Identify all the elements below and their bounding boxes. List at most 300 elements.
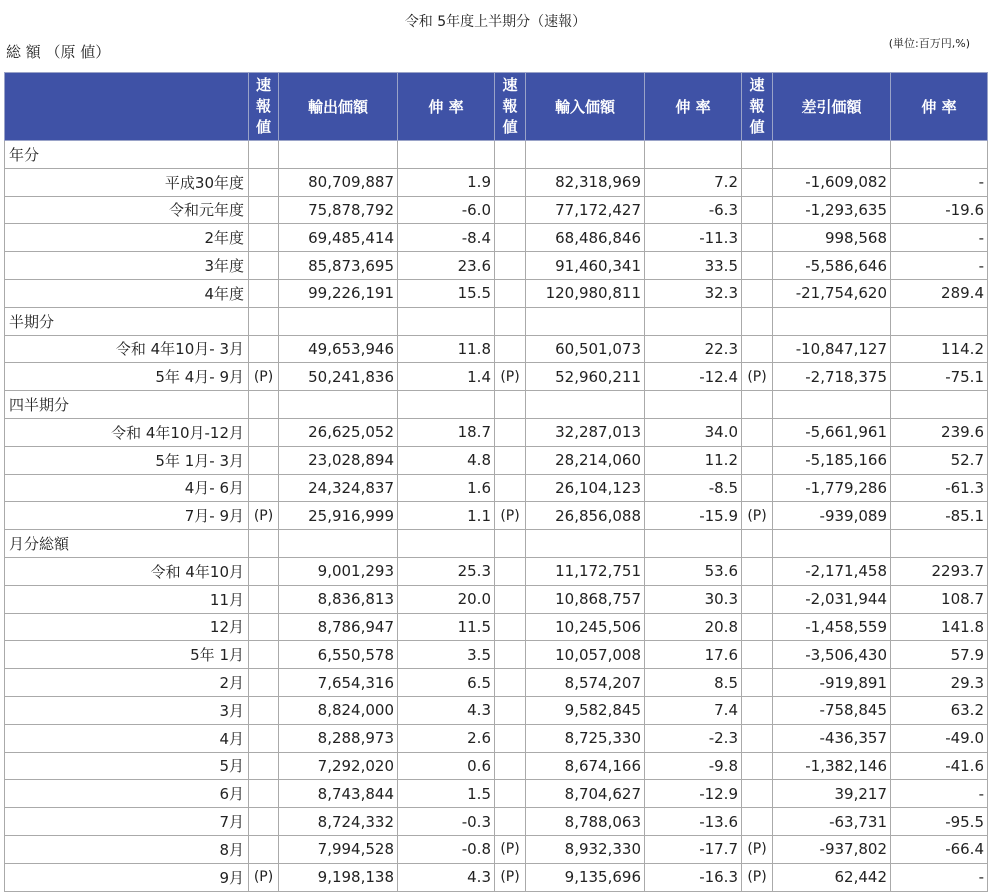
- import-value: 68,486,846: [526, 224, 645, 252]
- balance-growth-rate: 63.2: [891, 696, 988, 724]
- header-blank: [5, 73, 249, 141]
- balance-prelim-flag: [742, 752, 773, 780]
- balance-value: -2,031,944: [773, 585, 891, 613]
- export-prelim-flag: [249, 696, 279, 724]
- balance-growth-rate: 52.7: [891, 446, 988, 474]
- section-empty-cell: [742, 307, 773, 335]
- section-empty-cell: [398, 391, 495, 419]
- table-row: [5, 585, 988, 613]
- import-prelim-flag: [495, 418, 526, 446]
- row-label: 令和 4年10月-12月: [5, 418, 249, 446]
- table-row: [5, 752, 988, 780]
- row-label: 6月: [5, 780, 249, 808]
- section-empty-cell: [249, 141, 279, 169]
- export-value: 7,994,528: [279, 835, 398, 863]
- section-empty-cell: [891, 530, 988, 558]
- export-growth-rate: 23.6: [398, 252, 495, 280]
- section-label: 月分総額: [5, 530, 249, 558]
- balance-prelim-flag: [742, 696, 773, 724]
- import-growth-rate: 30.3: [645, 585, 742, 613]
- section-empty-cell: [249, 391, 279, 419]
- import-prelim-flag: [495, 613, 526, 641]
- table-row: [5, 641, 988, 669]
- section-label: 四半期分: [5, 391, 249, 419]
- export-value: 7,292,020: [279, 752, 398, 780]
- balance-prelim-flag: [742, 474, 773, 502]
- page-title: 令和 5年度上半期分（速報）: [404, 14, 587, 30]
- header-export-growth: 伸 率: [398, 73, 495, 141]
- export-prelim-flag: [249, 196, 279, 224]
- row-label: 5年 1月- 3月: [5, 446, 249, 474]
- export-growth-rate: -0.3: [398, 808, 495, 836]
- export-prelim-flag: [249, 585, 279, 613]
- balance-prelim-flag: (P): [742, 502, 773, 530]
- section-empty-cell: [249, 530, 279, 558]
- balance-growth-rate: -19.6: [891, 196, 988, 224]
- section-empty-cell: [742, 141, 773, 169]
- export-growth-rate: 1.4: [398, 363, 495, 391]
- import-growth-rate: -13.6: [645, 808, 742, 836]
- balance-prelim-flag: [742, 335, 773, 363]
- section-empty-cell: [891, 307, 988, 335]
- balance-value: -21,754,620: [773, 279, 891, 307]
- export-prelim-flag: (P): [249, 863, 279, 891]
- unit-note: (単位:百万円,%): [888, 37, 970, 50]
- export-growth-rate: 20.0: [398, 585, 495, 613]
- row-label: 2年度: [5, 224, 249, 252]
- export-prelim-flag: (P): [249, 502, 279, 530]
- section-empty-cell: [249, 307, 279, 335]
- export-value: 9,001,293: [279, 557, 398, 585]
- balance-growth-rate: 57.9: [891, 641, 988, 669]
- export-growth-rate: 4.8: [398, 446, 495, 474]
- section-empty-cell: [645, 530, 742, 558]
- import-growth-rate: -9.8: [645, 752, 742, 780]
- row-label: 9月: [5, 863, 249, 891]
- export-value: 80,709,887: [279, 168, 398, 196]
- balance-growth-rate: 141.8: [891, 613, 988, 641]
- export-value: 99,226,191: [279, 279, 398, 307]
- import-value: 60,501,073: [526, 335, 645, 363]
- balance-growth-rate: 29.3: [891, 669, 988, 697]
- import-prelim-flag: [495, 669, 526, 697]
- import-value: 28,214,060: [526, 446, 645, 474]
- row-label: 5年 1月: [5, 641, 249, 669]
- balance-growth-rate: -75.1: [891, 363, 988, 391]
- section-empty-cell: [526, 307, 645, 335]
- import-growth-rate: 33.5: [645, 252, 742, 280]
- section-empty-cell: [398, 530, 495, 558]
- import-value: 8,674,166: [526, 752, 645, 780]
- balance-value: 39,217: [773, 780, 891, 808]
- table-row: [5, 557, 988, 585]
- export-value: 49,653,946: [279, 335, 398, 363]
- balance-growth-rate: -: [891, 224, 988, 252]
- section-empty-cell: [398, 307, 495, 335]
- export-prelim-flag: [249, 446, 279, 474]
- row-label: 平成30年度: [5, 168, 249, 196]
- import-growth-rate: -16.3: [645, 863, 742, 891]
- balance-growth-rate: -: [891, 252, 988, 280]
- row-label: 4月: [5, 724, 249, 752]
- table-row: [5, 474, 988, 502]
- balance-value: 998,568: [773, 224, 891, 252]
- section-empty-cell: [398, 141, 495, 169]
- import-growth-rate: -17.7: [645, 835, 742, 863]
- row-label: 令和元年度: [5, 196, 249, 224]
- section-empty-cell: [279, 141, 398, 169]
- balance-growth-rate: -41.6: [891, 752, 988, 780]
- section-empty-cell: [645, 391, 742, 419]
- export-value: 8,836,813: [279, 585, 398, 613]
- header-export-value: 輸出価額: [279, 73, 398, 141]
- section-empty-cell: [495, 307, 526, 335]
- balance-value: -63,731: [773, 808, 891, 836]
- header-balance-growth: 伸 率: [891, 73, 988, 141]
- table-body: [5, 141, 988, 892]
- export-prelim-flag: [249, 224, 279, 252]
- import-prelim-flag: [495, 279, 526, 307]
- balance-prelim-flag: [742, 641, 773, 669]
- balance-prelim-flag: [742, 724, 773, 752]
- import-value: 8,788,063: [526, 808, 645, 836]
- balance-value: -758,845: [773, 696, 891, 724]
- balance-value: -5,586,646: [773, 252, 891, 280]
- balance-value: -939,089: [773, 502, 891, 530]
- export-prelim-flag: [249, 335, 279, 363]
- export-value: 6,550,578: [279, 641, 398, 669]
- balance-value: -436,357: [773, 724, 891, 752]
- balance-value: -919,891: [773, 669, 891, 697]
- balance-prelim-flag: [742, 446, 773, 474]
- row-label: 2月: [5, 669, 249, 697]
- balance-growth-rate: -: [891, 168, 988, 196]
- export-prelim-flag: (P): [249, 363, 279, 391]
- table-row: [5, 835, 988, 863]
- import-prelim-flag: [495, 696, 526, 724]
- table-row: [5, 335, 988, 363]
- section-empty-cell: [773, 141, 891, 169]
- import-growth-rate: -12.9: [645, 780, 742, 808]
- import-prelim-flag: [495, 557, 526, 585]
- balance-value: -1,382,146: [773, 752, 891, 780]
- row-label: 4年度: [5, 279, 249, 307]
- balance-value: -1,293,635: [773, 196, 891, 224]
- import-prelim-flag: [495, 252, 526, 280]
- import-prelim-flag: [495, 724, 526, 752]
- export-growth-rate: 1.1: [398, 502, 495, 530]
- balance-growth-rate: -: [891, 863, 988, 891]
- import-growth-rate: 32.3: [645, 279, 742, 307]
- section-empty-cell: [645, 141, 742, 169]
- export-growth-rate: -0.8: [398, 835, 495, 863]
- export-growth-rate: -8.4: [398, 224, 495, 252]
- header-row: [5, 73, 988, 141]
- import-value: 10,868,757: [526, 585, 645, 613]
- import-prelim-flag: (P): [495, 835, 526, 863]
- export-prelim-flag: [249, 835, 279, 863]
- import-value: 26,104,123: [526, 474, 645, 502]
- import-growth-rate: -11.3: [645, 224, 742, 252]
- balance-prelim-flag: [742, 252, 773, 280]
- header-import-prelim-label: 速報値: [502, 76, 518, 136]
- section-empty-cell: [742, 391, 773, 419]
- import-prelim-flag: (P): [495, 863, 526, 891]
- balance-prelim-flag: [742, 279, 773, 307]
- export-value: 23,028,894: [279, 446, 398, 474]
- balance-growth-rate: -: [891, 780, 988, 808]
- section-label: 半期分: [5, 307, 249, 335]
- export-prelim-flag: [249, 808, 279, 836]
- export-growth-rate: 3.5: [398, 641, 495, 669]
- section-empty-cell: [495, 530, 526, 558]
- row-label: 5年 4月- 9月: [5, 363, 249, 391]
- row-label: 3年度: [5, 252, 249, 280]
- import-value: 120,980,811: [526, 279, 645, 307]
- row-label: 4月- 6月: [5, 474, 249, 502]
- balance-prelim-flag: (P): [742, 363, 773, 391]
- row-label: 7月- 9月: [5, 502, 249, 530]
- import-prelim-flag: [495, 780, 526, 808]
- import-prelim-flag: [495, 168, 526, 196]
- import-value: 8,725,330: [526, 724, 645, 752]
- balance-value: -937,802: [773, 835, 891, 863]
- export-value: 24,324,837: [279, 474, 398, 502]
- balance-value: 62,442: [773, 863, 891, 891]
- row-label: 7月: [5, 808, 249, 836]
- import-value: 8,932,330: [526, 835, 645, 863]
- section-empty-cell: [279, 530, 398, 558]
- balance-prelim-flag: [742, 557, 773, 585]
- export-prelim-flag: [249, 252, 279, 280]
- section-empty-cell: [526, 141, 645, 169]
- import-prelim-flag: (P): [495, 502, 526, 530]
- import-prelim-flag: [495, 641, 526, 669]
- export-value: 26,625,052: [279, 418, 398, 446]
- table-row: [5, 196, 988, 224]
- section-empty-cell: [891, 391, 988, 419]
- import-prelim-flag: [495, 224, 526, 252]
- table-row: [5, 168, 988, 196]
- export-prelim-flag: [249, 279, 279, 307]
- export-value: 8,288,973: [279, 724, 398, 752]
- import-prelim-flag: [495, 585, 526, 613]
- header-export-prelim-label: 速報値: [256, 76, 272, 136]
- section-row: [5, 141, 988, 169]
- balance-value: -5,661,961: [773, 418, 891, 446]
- import-prelim-flag: [495, 808, 526, 836]
- import-value: 8,574,207: [526, 669, 645, 697]
- export-growth-rate: 4.3: [398, 696, 495, 724]
- export-value: 8,724,332: [279, 808, 398, 836]
- balance-prelim-flag: [742, 224, 773, 252]
- export-prelim-flag: [249, 557, 279, 585]
- import-value: 10,057,008: [526, 641, 645, 669]
- export-growth-rate: 25.3: [398, 557, 495, 585]
- export-value: 69,485,414: [279, 224, 398, 252]
- export-prelim-flag: [249, 168, 279, 196]
- table-row: [5, 724, 988, 752]
- import-prelim-flag: [495, 196, 526, 224]
- import-value: 9,135,696: [526, 863, 645, 891]
- table-row: [5, 252, 988, 280]
- import-value: 8,704,627: [526, 780, 645, 808]
- balance-prelim-flag: [742, 780, 773, 808]
- section-empty-cell: [645, 307, 742, 335]
- header-import-prelim: [495, 73, 526, 141]
- row-label: 令和 4年10月: [5, 557, 249, 585]
- import-growth-rate: -8.5: [645, 474, 742, 502]
- import-prelim-flag: [495, 446, 526, 474]
- import-growth-rate: 22.3: [645, 335, 742, 363]
- balance-prelim-flag: [742, 808, 773, 836]
- balance-growth-rate: 2293.7: [891, 557, 988, 585]
- import-growth-rate: 7.2: [645, 168, 742, 196]
- balance-growth-rate: 114.2: [891, 335, 988, 363]
- export-growth-rate: 1.9: [398, 168, 495, 196]
- table-row: [5, 780, 988, 808]
- table-row: [5, 446, 988, 474]
- balance-prelim-flag: (P): [742, 863, 773, 891]
- import-value: 9,582,845: [526, 696, 645, 724]
- header-balance-prelim: [742, 73, 773, 141]
- table-row: [5, 863, 988, 891]
- balance-value: -1,609,082: [773, 168, 891, 196]
- export-value: 8,743,844: [279, 780, 398, 808]
- export-growth-rate: 18.7: [398, 418, 495, 446]
- export-growth-rate: 11.5: [398, 613, 495, 641]
- table-row: [5, 363, 988, 391]
- section-empty-cell: [279, 391, 398, 419]
- import-value: 77,172,427: [526, 196, 645, 224]
- import-value: 82,318,969: [526, 168, 645, 196]
- balance-value: -2,718,375: [773, 363, 891, 391]
- export-growth-rate: 15.5: [398, 279, 495, 307]
- export-growth-rate: 4.3: [398, 863, 495, 891]
- import-growth-rate: 20.8: [645, 613, 742, 641]
- export-prelim-flag: [249, 724, 279, 752]
- import-prelim-flag: (P): [495, 363, 526, 391]
- export-growth-rate: 1.5: [398, 780, 495, 808]
- balance-prelim-flag: [742, 168, 773, 196]
- balance-growth-rate: -61.3: [891, 474, 988, 502]
- section-label: 年分: [5, 141, 249, 169]
- balance-prelim-flag: (P): [742, 835, 773, 863]
- section-row: [5, 307, 988, 335]
- table-row: [5, 808, 988, 836]
- balance-value: -1,458,559: [773, 613, 891, 641]
- export-growth-rate: 0.6: [398, 752, 495, 780]
- header-import-value: 輸入価額: [526, 73, 645, 141]
- import-growth-rate: -2.3: [645, 724, 742, 752]
- balance-prelim-flag: [742, 669, 773, 697]
- table-row: [5, 418, 988, 446]
- row-label: 12月: [5, 613, 249, 641]
- table-subtitle: 総 額 （原 値）: [6, 43, 111, 61]
- export-value: 9,198,138: [279, 863, 398, 891]
- balance-growth-rate: -85.1: [891, 502, 988, 530]
- balance-value: -1,779,286: [773, 474, 891, 502]
- balance-value: -3,506,430: [773, 641, 891, 669]
- import-growth-rate: -6.3: [645, 196, 742, 224]
- import-growth-rate: 17.6: [645, 641, 742, 669]
- header-balance-prelim-label: 速報値: [749, 76, 765, 136]
- section-empty-cell: [773, 530, 891, 558]
- import-growth-rate: 53.6: [645, 557, 742, 585]
- table-row: [5, 613, 988, 641]
- table-row: [5, 279, 988, 307]
- export-value: 8,786,947: [279, 613, 398, 641]
- row-label: 8月: [5, 835, 249, 863]
- export-prelim-flag: [249, 613, 279, 641]
- section-empty-cell: [526, 530, 645, 558]
- table-row: [5, 224, 988, 252]
- export-growth-rate: 2.6: [398, 724, 495, 752]
- balance-growth-rate: 108.7: [891, 585, 988, 613]
- section-empty-cell: [279, 307, 398, 335]
- import-growth-rate: 34.0: [645, 418, 742, 446]
- export-value: 8,824,000: [279, 696, 398, 724]
- import-growth-rate: -15.9: [645, 502, 742, 530]
- balance-value: -10,847,127: [773, 335, 891, 363]
- trade-statistics-table: [4, 72, 988, 892]
- export-prelim-flag: [249, 752, 279, 780]
- row-label: 11月: [5, 585, 249, 613]
- import-growth-rate: 11.2: [645, 446, 742, 474]
- import-growth-rate: 8.5: [645, 669, 742, 697]
- export-growth-rate: 1.6: [398, 474, 495, 502]
- import-prelim-flag: [495, 752, 526, 780]
- export-prelim-flag: [249, 641, 279, 669]
- balance-growth-rate: 289.4: [891, 279, 988, 307]
- import-value: 52,960,211: [526, 363, 645, 391]
- table-row: [5, 696, 988, 724]
- import-value: 10,245,506: [526, 613, 645, 641]
- import-value: 91,460,341: [526, 252, 645, 280]
- balance-prelim-flag: [742, 418, 773, 446]
- import-prelim-flag: [495, 474, 526, 502]
- import-value: 11,172,751: [526, 557, 645, 585]
- section-empty-cell: [891, 141, 988, 169]
- header-export-prelim: [249, 73, 279, 141]
- import-prelim-flag: [495, 335, 526, 363]
- section-empty-cell: [526, 391, 645, 419]
- balance-growth-rate: -66.4: [891, 835, 988, 863]
- export-prelim-flag: [249, 669, 279, 697]
- section-empty-cell: [495, 141, 526, 169]
- section-empty-cell: [742, 530, 773, 558]
- export-growth-rate: 11.8: [398, 335, 495, 363]
- row-label: 3月: [5, 696, 249, 724]
- export-value: 25,916,999: [279, 502, 398, 530]
- row-label: 5月: [5, 752, 249, 780]
- export-value: 7,654,316: [279, 669, 398, 697]
- table-row: [5, 669, 988, 697]
- balance-prelim-flag: [742, 585, 773, 613]
- balance-growth-rate: -95.5: [891, 808, 988, 836]
- balance-value: -2,171,458: [773, 557, 891, 585]
- balance-prelim-flag: [742, 196, 773, 224]
- export-growth-rate: 6.5: [398, 669, 495, 697]
- section-empty-cell: [495, 391, 526, 419]
- section-empty-cell: [773, 307, 891, 335]
- section-row: [5, 391, 988, 419]
- balance-growth-rate: 239.6: [891, 418, 988, 446]
- row-label: 令和 4年10月- 3月: [5, 335, 249, 363]
- export-prelim-flag: [249, 418, 279, 446]
- export-value: 85,873,695: [279, 252, 398, 280]
- balance-value: -5,185,166: [773, 446, 891, 474]
